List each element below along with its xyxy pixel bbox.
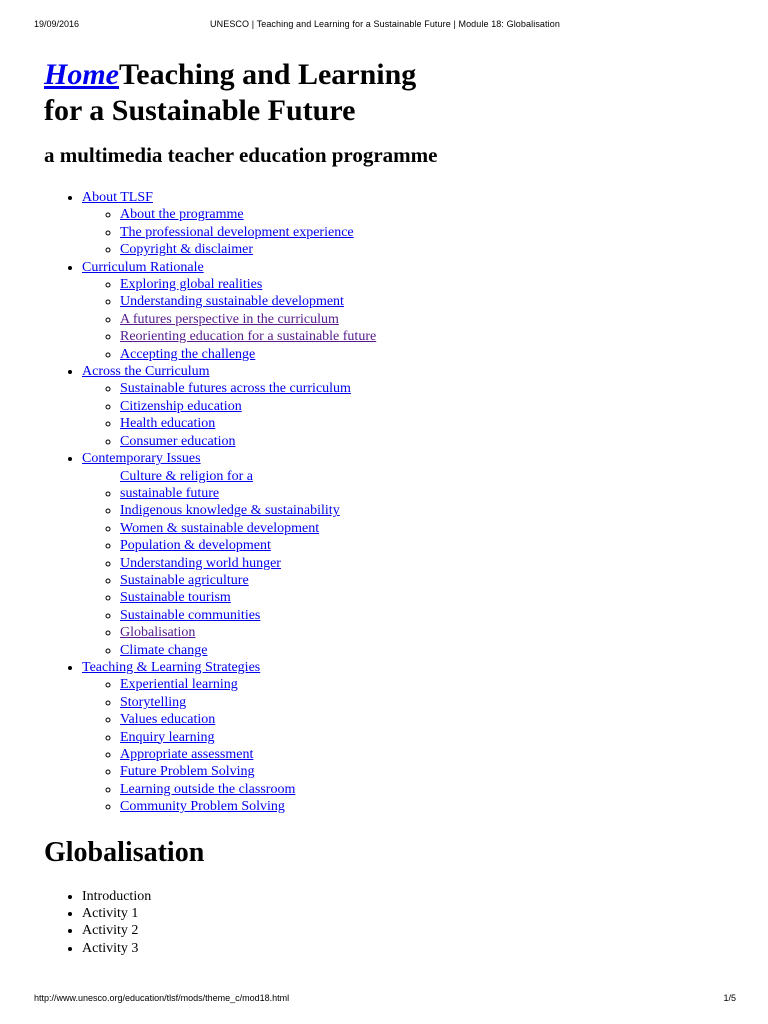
nav-link-sustainable-communities[interactable]: Sustainable communities <box>120 607 261 623</box>
nav-link-culture-religion[interactable]: Culture & religion for a sustainable future <box>120 468 253 501</box>
nav-link-contemporary-issues[interactable]: Contemporary Issues <box>82 451 201 467</box>
nav-subitem <box>120 276 734 293</box>
nav-sublist-about <box>82 206 734 258</box>
nav-sublist-contemporary-issues <box>82 468 734 659</box>
nav-link-teaching-learning-strategies[interactable]: Teaching & Learning Strategies <box>82 659 261 675</box>
nav-link-experiential-learning[interactable]: Experiential learning <box>120 677 238 693</box>
nav-subitem <box>120 711 734 728</box>
nav-subitem <box>120 502 734 519</box>
nav-link-community-problem-solving[interactable]: Community Problem Solving <box>120 799 285 815</box>
site-title <box>44 57 734 129</box>
nav-link-accepting-the-challenge[interactable]: Accepting the challenge <box>120 346 256 362</box>
nav-link-futures-perspective[interactable]: A futures perspective in the curriculum <box>120 311 339 327</box>
toc-item: • Activity 1 <box>82 905 734 922</box>
nav-subitem <box>120 311 734 328</box>
nav-subitem <box>120 346 734 363</box>
print-date: 19/09/2016 <box>34 19 80 29</box>
nav-subitem <box>120 241 734 258</box>
nav-subitem <box>120 642 734 659</box>
nav-subitem <box>120 746 734 763</box>
nav-link-world-hunger[interactable]: Understanding world hunger <box>120 555 281 571</box>
print-url: http://www.unesco.org/education/tlsf/mods/theme_c/mod18.html <box>34 993 290 1003</box>
module-contents-list <box>44 888 734 958</box>
nav-subitem <box>120 555 734 572</box>
nav-link-professional-development[interactable]: The professional development experience <box>120 224 354 240</box>
nav-subitem <box>120 624 734 641</box>
nav-subitem <box>120 572 734 589</box>
nav-link-citizenship-education[interactable]: Citizenship education <box>120 398 242 414</box>
nav-section-across-curriculum <box>82 363 734 450</box>
nav-subitem <box>120 468 734 503</box>
site-title-line1: Teaching and Learning <box>119 58 417 91</box>
site-subtitle: a multimedia teacher education programme <box>44 143 438 167</box>
nav-subitem <box>120 798 734 815</box>
nav-link-climate-change[interactable]: Climate change <box>120 642 208 658</box>
page-content <box>44 57 734 957</box>
nav-link-curriculum-rationale[interactable]: Curriculum Rationale <box>82 259 204 275</box>
nav-link-reorienting-education[interactable]: Reorienting education for a sustainable future <box>120 329 377 345</box>
nav-subitem <box>120 224 734 241</box>
nav-subitem <box>120 415 734 432</box>
nav-link-appropriate-assessment[interactable]: Appropriate assessment <box>120 747 254 762</box>
main-navigation <box>44 189 734 816</box>
nav-subitem <box>120 433 734 450</box>
nav-subitem <box>120 694 734 711</box>
nav-subitem <box>120 537 734 554</box>
page-heading: Globalisation <box>44 836 205 868</box>
nav-link-women-sustainable-development[interactable]: Women & sustainable development <box>120 520 320 536</box>
nav-section-curriculum-rationale <box>82 259 734 363</box>
nav-link-indigenous-knowledge[interactable]: Indigenous knowledge & sustainability <box>120 503 340 519</box>
nav-link-future-problem-solving[interactable]: Future Problem Solving <box>120 764 255 780</box>
nav-section-contemporary-issues <box>82 450 734 659</box>
nav-link-consumer-education[interactable]: Consumer education <box>120 433 236 449</box>
nav-subitem <box>120 293 734 310</box>
home-link[interactable]: Home <box>44 58 119 91</box>
nav-link-storytelling[interactable]: Storytelling <box>120 694 187 710</box>
nav-subitem <box>120 380 734 397</box>
nav-link-sustainable-futures[interactable]: Sustainable futures across the curriculum <box>120 381 351 397</box>
nav-subitem <box>120 676 734 693</box>
nav-link-values-education[interactable]: Values education <box>120 712 216 728</box>
nav-link-about-the-programme[interactable]: About the programme <box>120 207 244 223</box>
nav-link-sustainable-agriculture[interactable]: Sustainable agriculture <box>120 572 249 588</box>
nav-section-teaching-strategies <box>82 659 734 816</box>
toc-item: • Activity 3 <box>82 940 734 957</box>
nav-subitem <box>120 206 734 223</box>
nav-sublist-teaching-strategies <box>82 676 734 815</box>
nav-link-sustainable-tourism[interactable]: Sustainable tourism <box>120 590 231 606</box>
nav-subitem <box>120 328 734 345</box>
nav-link-understanding-sustainable-development[interactable]: Understanding sustainable development <box>120 294 344 310</box>
nav-link-globalisation[interactable]: Globalisation <box>120 625 196 641</box>
nav-sublist-across-curriculum <box>82 380 734 450</box>
nav-subitem <box>120 729 734 746</box>
nav-sublist-curriculum-rationale <box>82 276 734 363</box>
toc-item: • Introduction <box>82 888 734 905</box>
nav-subitem <box>120 398 734 415</box>
nav-link-about-tlsf[interactable]: About TLSF <box>82 190 153 205</box>
nav-link-learning-outside-classroom[interactable]: Learning outside the classroom <box>120 781 296 797</box>
toc-item: • Activity 2 <box>82 922 734 939</box>
nav-link-across-the-curriculum[interactable]: Across the Curriculum <box>82 364 210 380</box>
nav-section-about <box>82 189 734 259</box>
nav-link-enquiry-learning[interactable]: Enquiry learning <box>120 729 215 745</box>
print-page-number: 1/5 <box>723 993 736 1003</box>
nav-link-health-education[interactable]: Health education <box>120 416 216 432</box>
print-page-title: UNESCO | Teaching and Learning for a Sustainable Future | Module 18: Globalisation <box>210 19 560 29</box>
nav-subitem <box>120 763 734 780</box>
nav-subitem <box>120 589 734 606</box>
print-footer <box>34 993 736 1005</box>
nav-link-copyright[interactable]: Copyright & disclaimer <box>120 242 253 258</box>
nav-subitem <box>120 781 734 798</box>
nav-link-exploring-global-realities[interactable]: Exploring global realities <box>120 277 263 293</box>
print-header <box>34 19 736 31</box>
nav-link-population-development[interactable]: Population & development <box>120 538 271 554</box>
site-title-line2: for a Sustainable Future <box>44 94 356 127</box>
nav-subitem <box>120 607 734 624</box>
nav-subitem <box>120 520 734 537</box>
